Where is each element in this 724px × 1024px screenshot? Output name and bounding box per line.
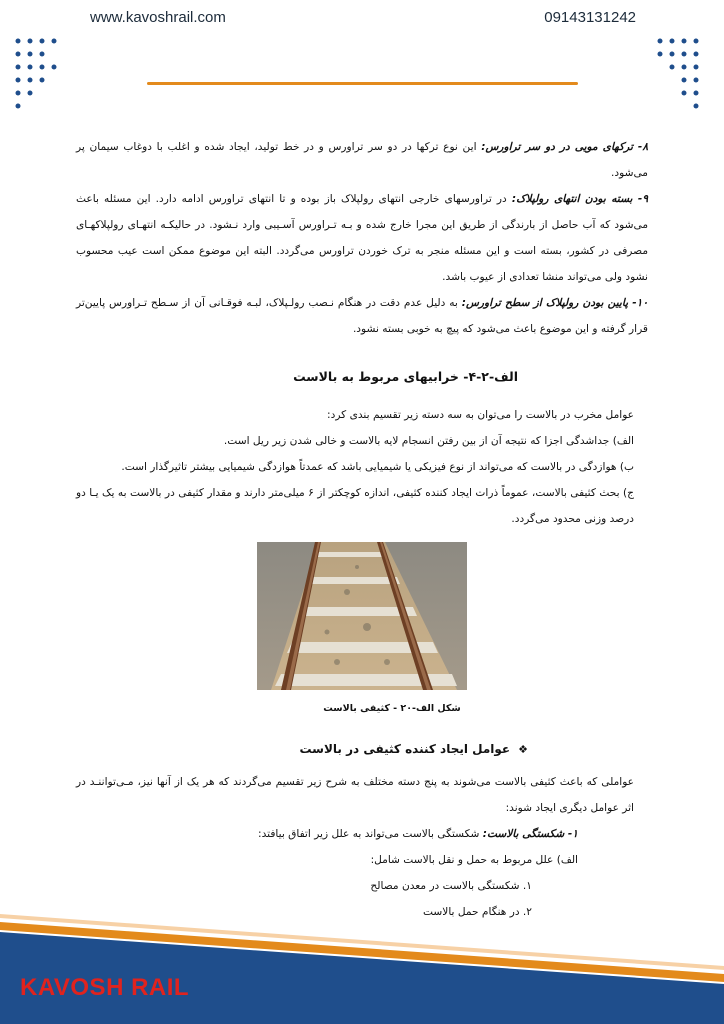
footer-brand: KAVOSH RAIL [20,974,190,1001]
figure-caption: شکل الف-۲۰ - کثیفی بالاست [323,703,461,714]
item-1-lead: ۱- شکستگی بالاست: [482,828,578,840]
paragraph-item-8 [76,134,648,186]
figure-ballast-photo [257,542,467,690]
sub-heading-text: عوامل ایجاد کننده کثیفی در بالاست [299,742,511,756]
item-1 [76,821,648,847]
item-8-text: این نوع ترکها در دو سر تراورس و در خط تولید، ایجاد شده و اغلب با دوغاب سیمان پر می‌شود. [76,141,648,179]
item-8-lead: ۸- ترکهای مویی در دو سر تراورس: [481,141,649,153]
item-9-text: در تراورسهای خارجی انتهای رولپلاک باز بوده و تا انتهای تراورس ادامه دارد. این مسئله باعث می‌شود که آب حاصل از بارندگی از طریق این مجرا خارج شده و بـه تـراورس آسـیبی وارد نـشود. در حالیکـه انتهـای رولپلاکهـای مصرفی در کشور، بسته است و این مسئله منجر به ترک خوردن تراورس می‌گردد. البته این موضوع ممکن است عیب محسوب نشود ولی می‌تواند منشا تعدادی از عیوب باشد. [76,193,648,283]
list-item-c: ج) بحث کثیفی بالاست، عموماً ذرات ایجاد کننده کثیفی، اندازه کوچکتر از ۶ میلی‌متر دارند و مقدار کثیفی در بالاست به یک یـا دو درصد وزنی محدود می‌گردد. [76,487,635,525]
numbered-item-1: ۱. شکستگی بالاست در معدن مصالح [370,880,532,892]
section-intro: عوامل مخرب در بالاست را می‌توان به سه دسته زیر تقسیم بندی کرد: [327,409,634,421]
diamond-bullet-icon: ❖ [518,743,528,756]
header-divider [147,82,578,85]
item-1-text: شکستگی بالاست می‌تواند به علل زیر اتفاق بیافتد: [258,828,483,840]
item-10-text: به دلیل عدم دقت در هنگام نـصب رولـپلاک، لبـه فوقـانی آن از سـطح تـراورس پایین‌تر قرار گرفته و این موضوع باعث می‌شود که پیچ به خوبی بسته نشود. [76,297,648,335]
dots-decoration-right [650,36,710,116]
header-phone[interactable]: 09143131242 [544,9,636,26]
footer-band [0,914,724,1024]
numbered-item-2: ۲. در هنگام حمل بالاست [423,906,532,918]
sub-intro: عواملی که باعث کثیفی بالاست می‌شوند به پنج دسته مختلف به شرح زیر تقسیم می‌گردند که هر یک از آنها نیز، مـی‌تواننـد در اثر عوامل دیگری ایجاد شوند: [76,776,634,814]
document-body [76,134,648,925]
item-1-sub-a: الف) علل مربوط به حمل و نقل بالاست شامل: [370,854,578,866]
list-item-a: الف) جداشدگی اجزا که نتیجه آن از بین رفتن انسجام لایه بالاست و خالی شدن زیر ریل است. [223,435,634,447]
section-heading: الف-۲-۴- خرابیهای مربوط به بالاست [293,369,518,384]
sub-heading [76,736,648,763]
item-10-lead: ۱۰- پایین بودن رولپلاک از سطح تراورس: [461,297,649,309]
dots-decoration-left [14,36,64,116]
header-website[interactable]: www.kavoshrail.com [90,9,226,26]
paragraph-item-10 [76,290,648,342]
list-item-b: ب) هوازدگی در بالاست که می‌تواند از نوع فیزیکی یا شیمیایی باشد که عمدتاً هوازدگی شیمیایی بیشتر تاثیرگذار است. [121,461,634,473]
item-9-lead: ۹- بسته بودن انتهای رولپلاک: [511,193,649,205]
paragraph-item-9 [76,186,648,290]
